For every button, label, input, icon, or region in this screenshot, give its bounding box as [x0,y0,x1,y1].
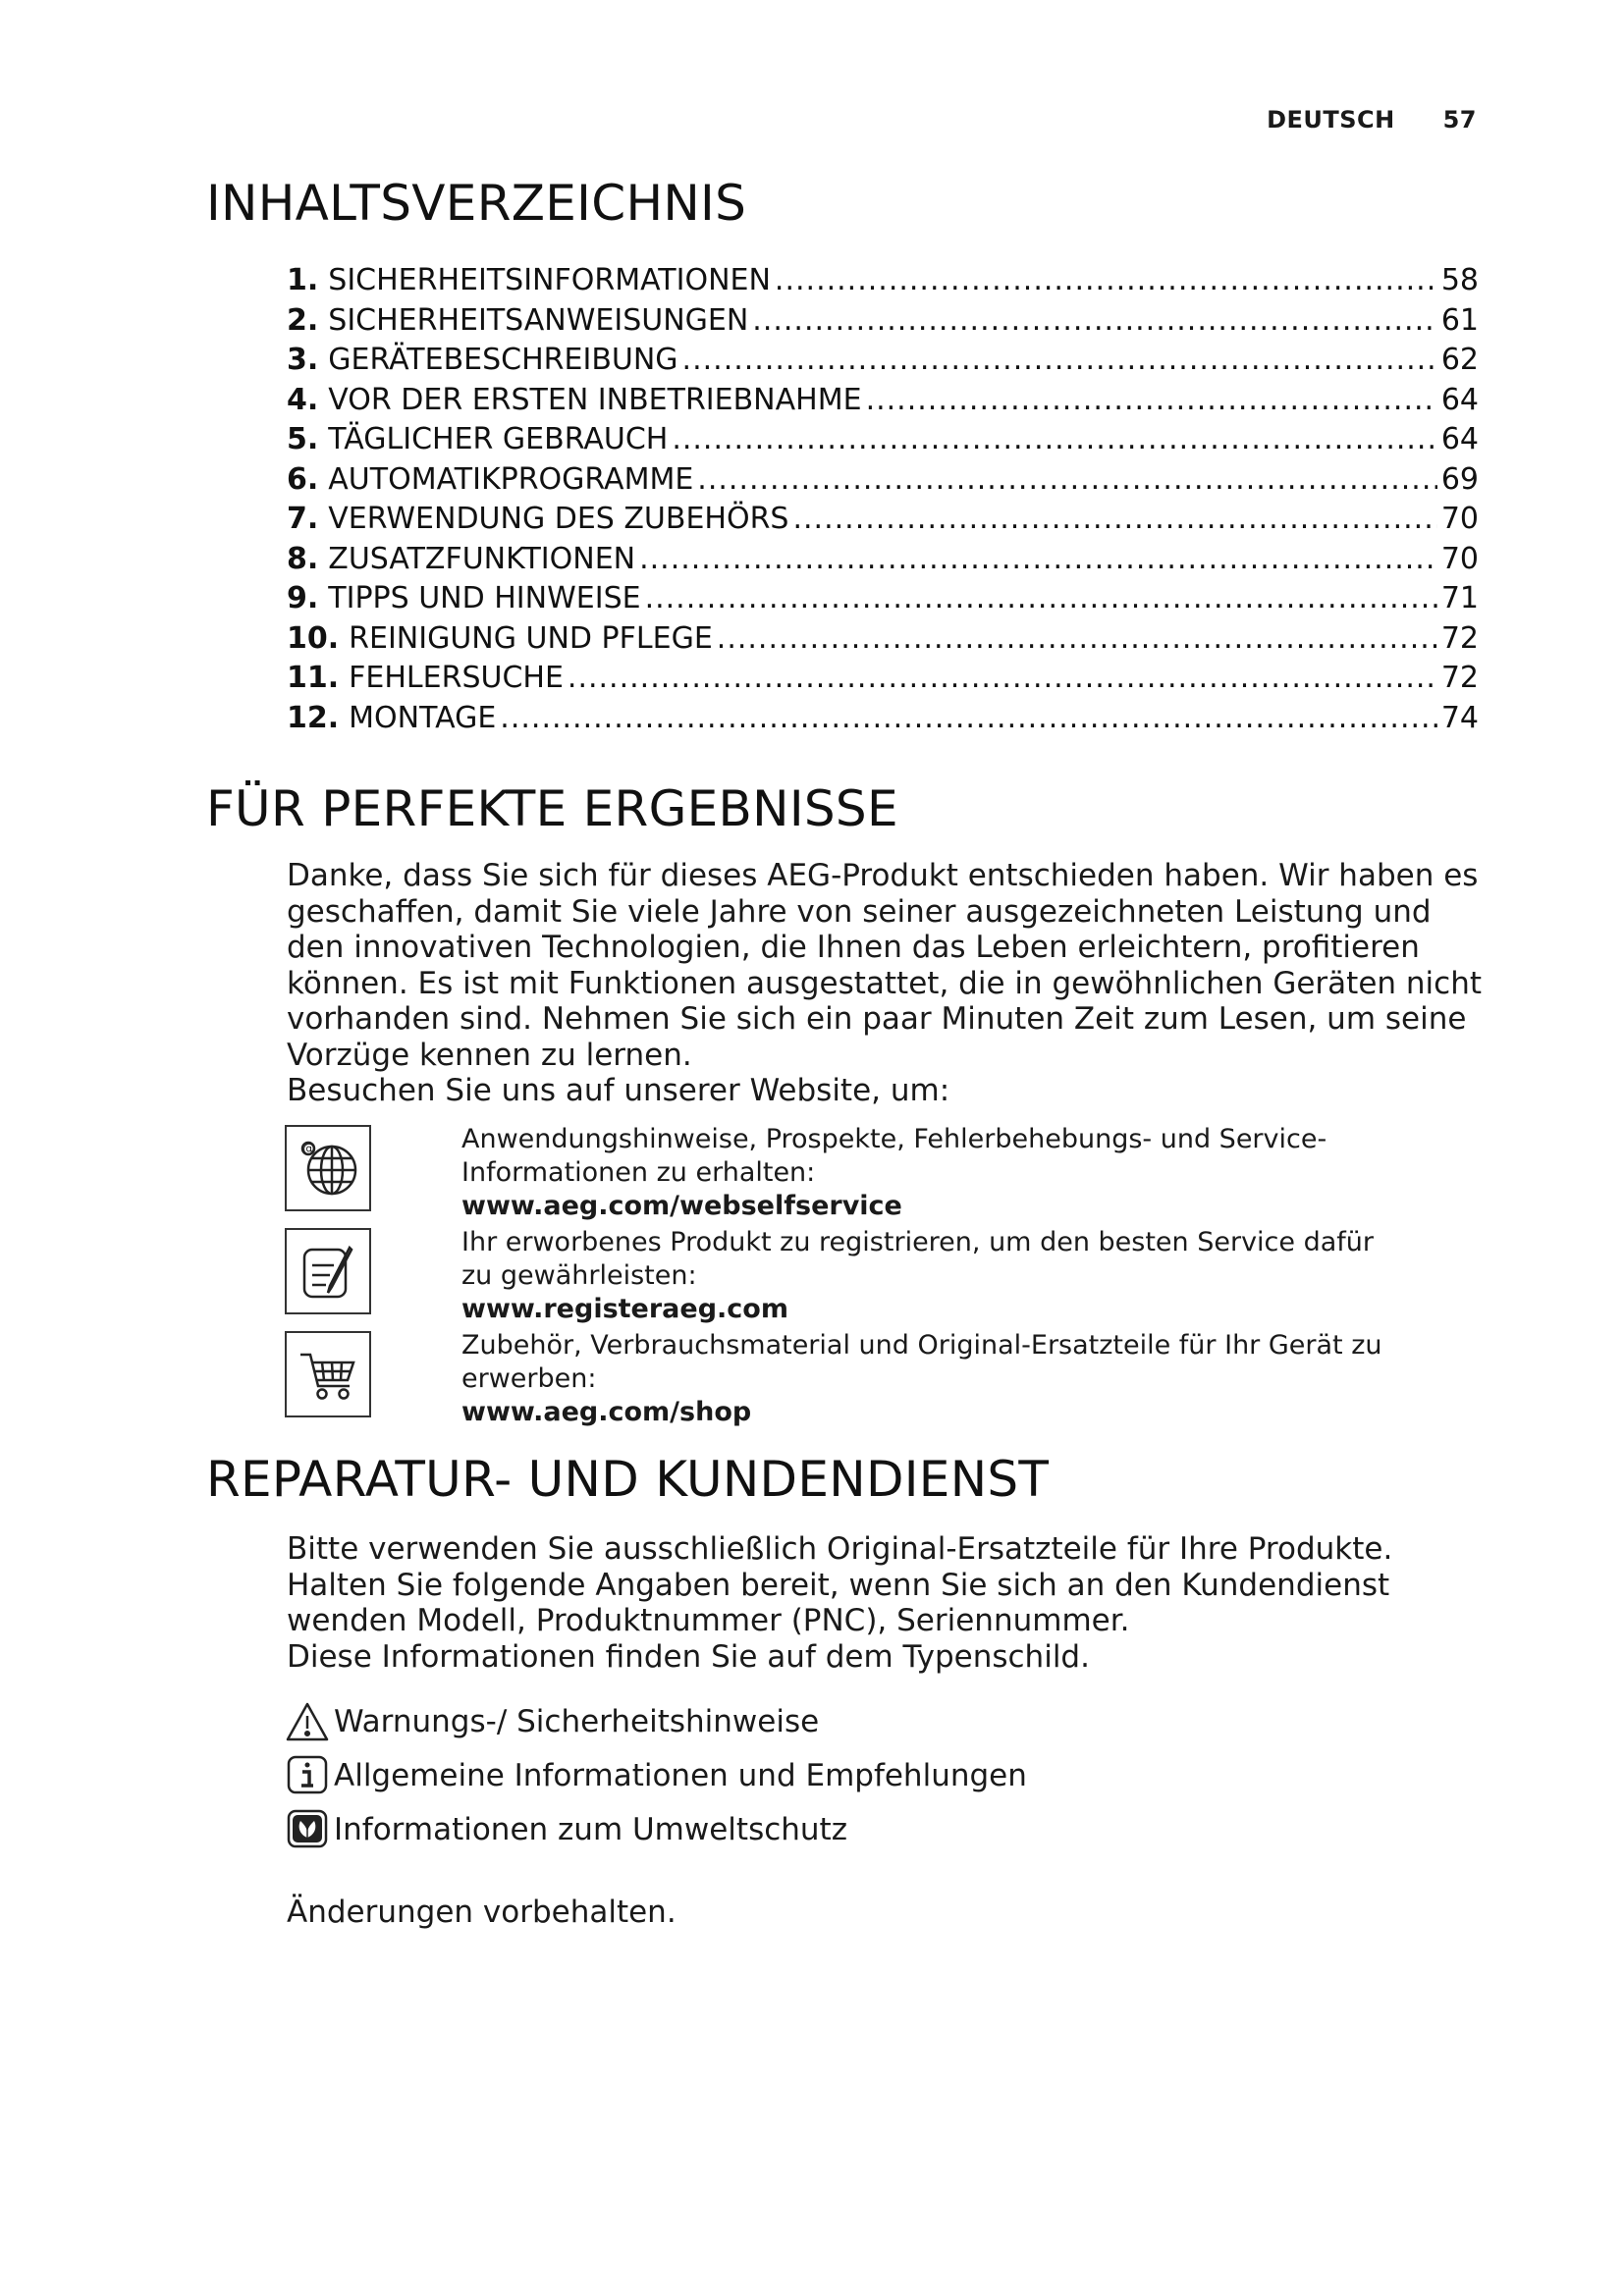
register-icon [285,1228,371,1314]
service-item [285,1331,1394,1434]
service-description: Anwendungshinweise, Prospekte, Fehlerbehebungs- und Service-Informationen zu erhalten: [461,1124,1327,1188]
toc-page: 70 [1440,541,1479,576]
service-list [285,1125,1394,1434]
toc-label: VOR DER ERSTEN INBETRIEBNAHME [328,382,862,417]
toc-item[interactable] [287,301,1479,342]
toc-label: VERWENDUNG DES ZUBEHÖRS [328,502,789,536]
toc-item[interactable] [287,579,1479,619]
toc-label: AUTOMATIKPROGRAMME [328,461,694,497]
section-title-perfect-results: FÜR PERFEKTE ERGEBNISSE [206,780,898,837]
toc-label: TIPPS UND HINWEISE [328,581,641,615]
toc-page: 64 [1440,382,1479,417]
table-of-contents [287,261,1479,738]
toc-leader [775,261,1437,301]
toc-label: ZUSATZFUNKTIONEN [328,541,636,576]
toc-leader [697,460,1437,501]
page-header [1267,106,1477,133]
service-item [285,1228,1394,1331]
repair-line-2: Halten Sie folgende Angaben bereit, wenn Sie sich an den Kundendienst wenden Modell, Produktnummer (PNC), Seriennummer. [287,1567,1390,1638]
toc-item[interactable] [287,460,1479,501]
toc-label: SICHERHEITSINFORMATIONEN [328,263,771,297]
toc-label: FEHLERSUCHE [349,661,564,695]
toc-number: 4. [287,382,319,417]
section-title-repair: REPARATUR- UND KUNDENDIENST [206,1451,1050,1508]
shopping-cart-icon [285,1331,371,1417]
legend-label: Allgemeine Informationen und Empfehlungen [334,1757,1027,1793]
toc-page: 72 [1440,661,1479,695]
toc-leader [752,301,1437,342]
footnote: Änderungen vorbehalten. [287,1895,677,1930]
toc-leader [866,381,1437,421]
toc-number: 10. [287,620,340,656]
toc-label: TÄGLICHER GEBRAUCH [328,422,669,456]
toc-leader [500,699,1437,739]
toc-item[interactable] [287,261,1479,301]
service-description: Ihr erworbenes Produkt zu registrieren, um den besten Service dafür zu gewährleisten: [461,1227,1374,1291]
repair-line-3: Diese Informationen finden Sie auf dem Typenschild. [287,1638,1090,1675]
info-icon [285,1753,330,1798]
environment-icon [285,1807,330,1852]
toc-item[interactable] [287,381,1479,421]
toc-page: 72 [1440,620,1479,656]
header-language: DEUTSCH [1267,106,1395,133]
toc-item[interactable] [287,540,1479,580]
toc-number: 2. [287,302,319,338]
toc-page: 62 [1440,343,1479,377]
toc-number: 1. [287,263,319,297]
service-link-register[interactable]: www.registeraeg.com [461,1294,788,1324]
toc-item[interactable] [287,659,1479,699]
toc-label: REINIGUNG UND PFLEGE [349,620,713,656]
legend-label: Warnungs-/ Sicherheitshinweise [334,1703,820,1739]
toc-title: INHALTSVERZEICHNIS [206,175,747,232]
toc-leader [672,420,1436,460]
globe-icon [285,1125,371,1211]
toc-number: 9. [287,581,319,615]
toc-leader [682,341,1437,381]
toc-number: 8. [287,541,319,576]
toc-page: 58 [1440,263,1479,297]
service-text [461,1329,1384,1429]
toc-page: 71 [1440,581,1479,615]
toc-leader [792,500,1436,540]
toc-page: 74 [1440,700,1479,735]
toc-number: 7. [287,502,319,536]
service-item [285,1125,1394,1228]
toc-label: GERÄTEBESCHREIBUNG [328,343,678,377]
toc-number: 6. [287,461,319,497]
service-text [461,1226,1384,1326]
toc-number: 11. [287,661,340,695]
toc-leader [639,540,1437,580]
toc-page: 70 [1440,502,1479,536]
legend-label: Informationen zum Umweltschutz [334,1811,847,1847]
repair-block [287,1531,1485,1675]
toc-item[interactable] [287,699,1479,739]
warning-icon [285,1699,330,1744]
symbol-legend [285,1694,1027,1856]
toc-item[interactable] [287,341,1479,381]
service-link-webselfservice[interactable]: www.aeg.com/webselfservice [461,1191,902,1221]
intro-block [287,858,1485,1109]
toc-leader [717,619,1437,660]
service-text [461,1123,1384,1223]
legend-item [285,1694,1027,1748]
toc-item[interactable] [287,500,1479,540]
service-link-shop[interactable]: www.aeg.com/shop [461,1397,752,1427]
toc-page: 69 [1440,461,1479,497]
visit-text: Besuchen Sie uns auf unserer Website, um: [287,1073,950,1108]
toc-item[interactable] [287,619,1479,660]
toc-number: 3. [287,343,319,377]
header-page-number: 57 [1442,106,1477,133]
service-description: Zubehör, Verbrauchsmaterial und Original-Ersatzteile für Ihr Gerät zu erwerben: [461,1330,1382,1394]
toc-page: 61 [1440,302,1479,338]
toc-item[interactable] [287,420,1479,460]
toc-number: 12. [287,700,340,735]
toc-label: MONTAGE [349,700,497,735]
toc-leader [645,579,1437,619]
legend-item [285,1802,1027,1856]
repair-line-1: Bitte verwenden Sie ausschließlich Original-Ersatzteile für Ihre Produkte. [287,1531,1393,1567]
intro-paragraph: Danke, dass Sie sich für dieses AEG-Produkt entschieden haben. Wir haben es geschaffen, damit Sie viele Jahre von seiner ausgezeichneten Leistung und den innovativen Technologien, die Ihnen das Leben erleichtern, profitieren können. Es ist mit Funktionen ausgestattet, die in gewöhnlichen Geräten nicht vorhanden sind. Nehmen Sie sich ein paar Minuten Zeit zum Lesen, um seine Vorzüge kennen zu lernen. [287,858,1483,1073]
legend-item [285,1748,1027,1802]
toc-leader [568,659,1437,699]
toc-page: 64 [1440,422,1479,456]
svg-text:@: @ [302,1142,315,1155]
toc-number: 5. [287,422,319,456]
toc-label: SICHERHEITSANWEISUNGEN [328,302,749,338]
